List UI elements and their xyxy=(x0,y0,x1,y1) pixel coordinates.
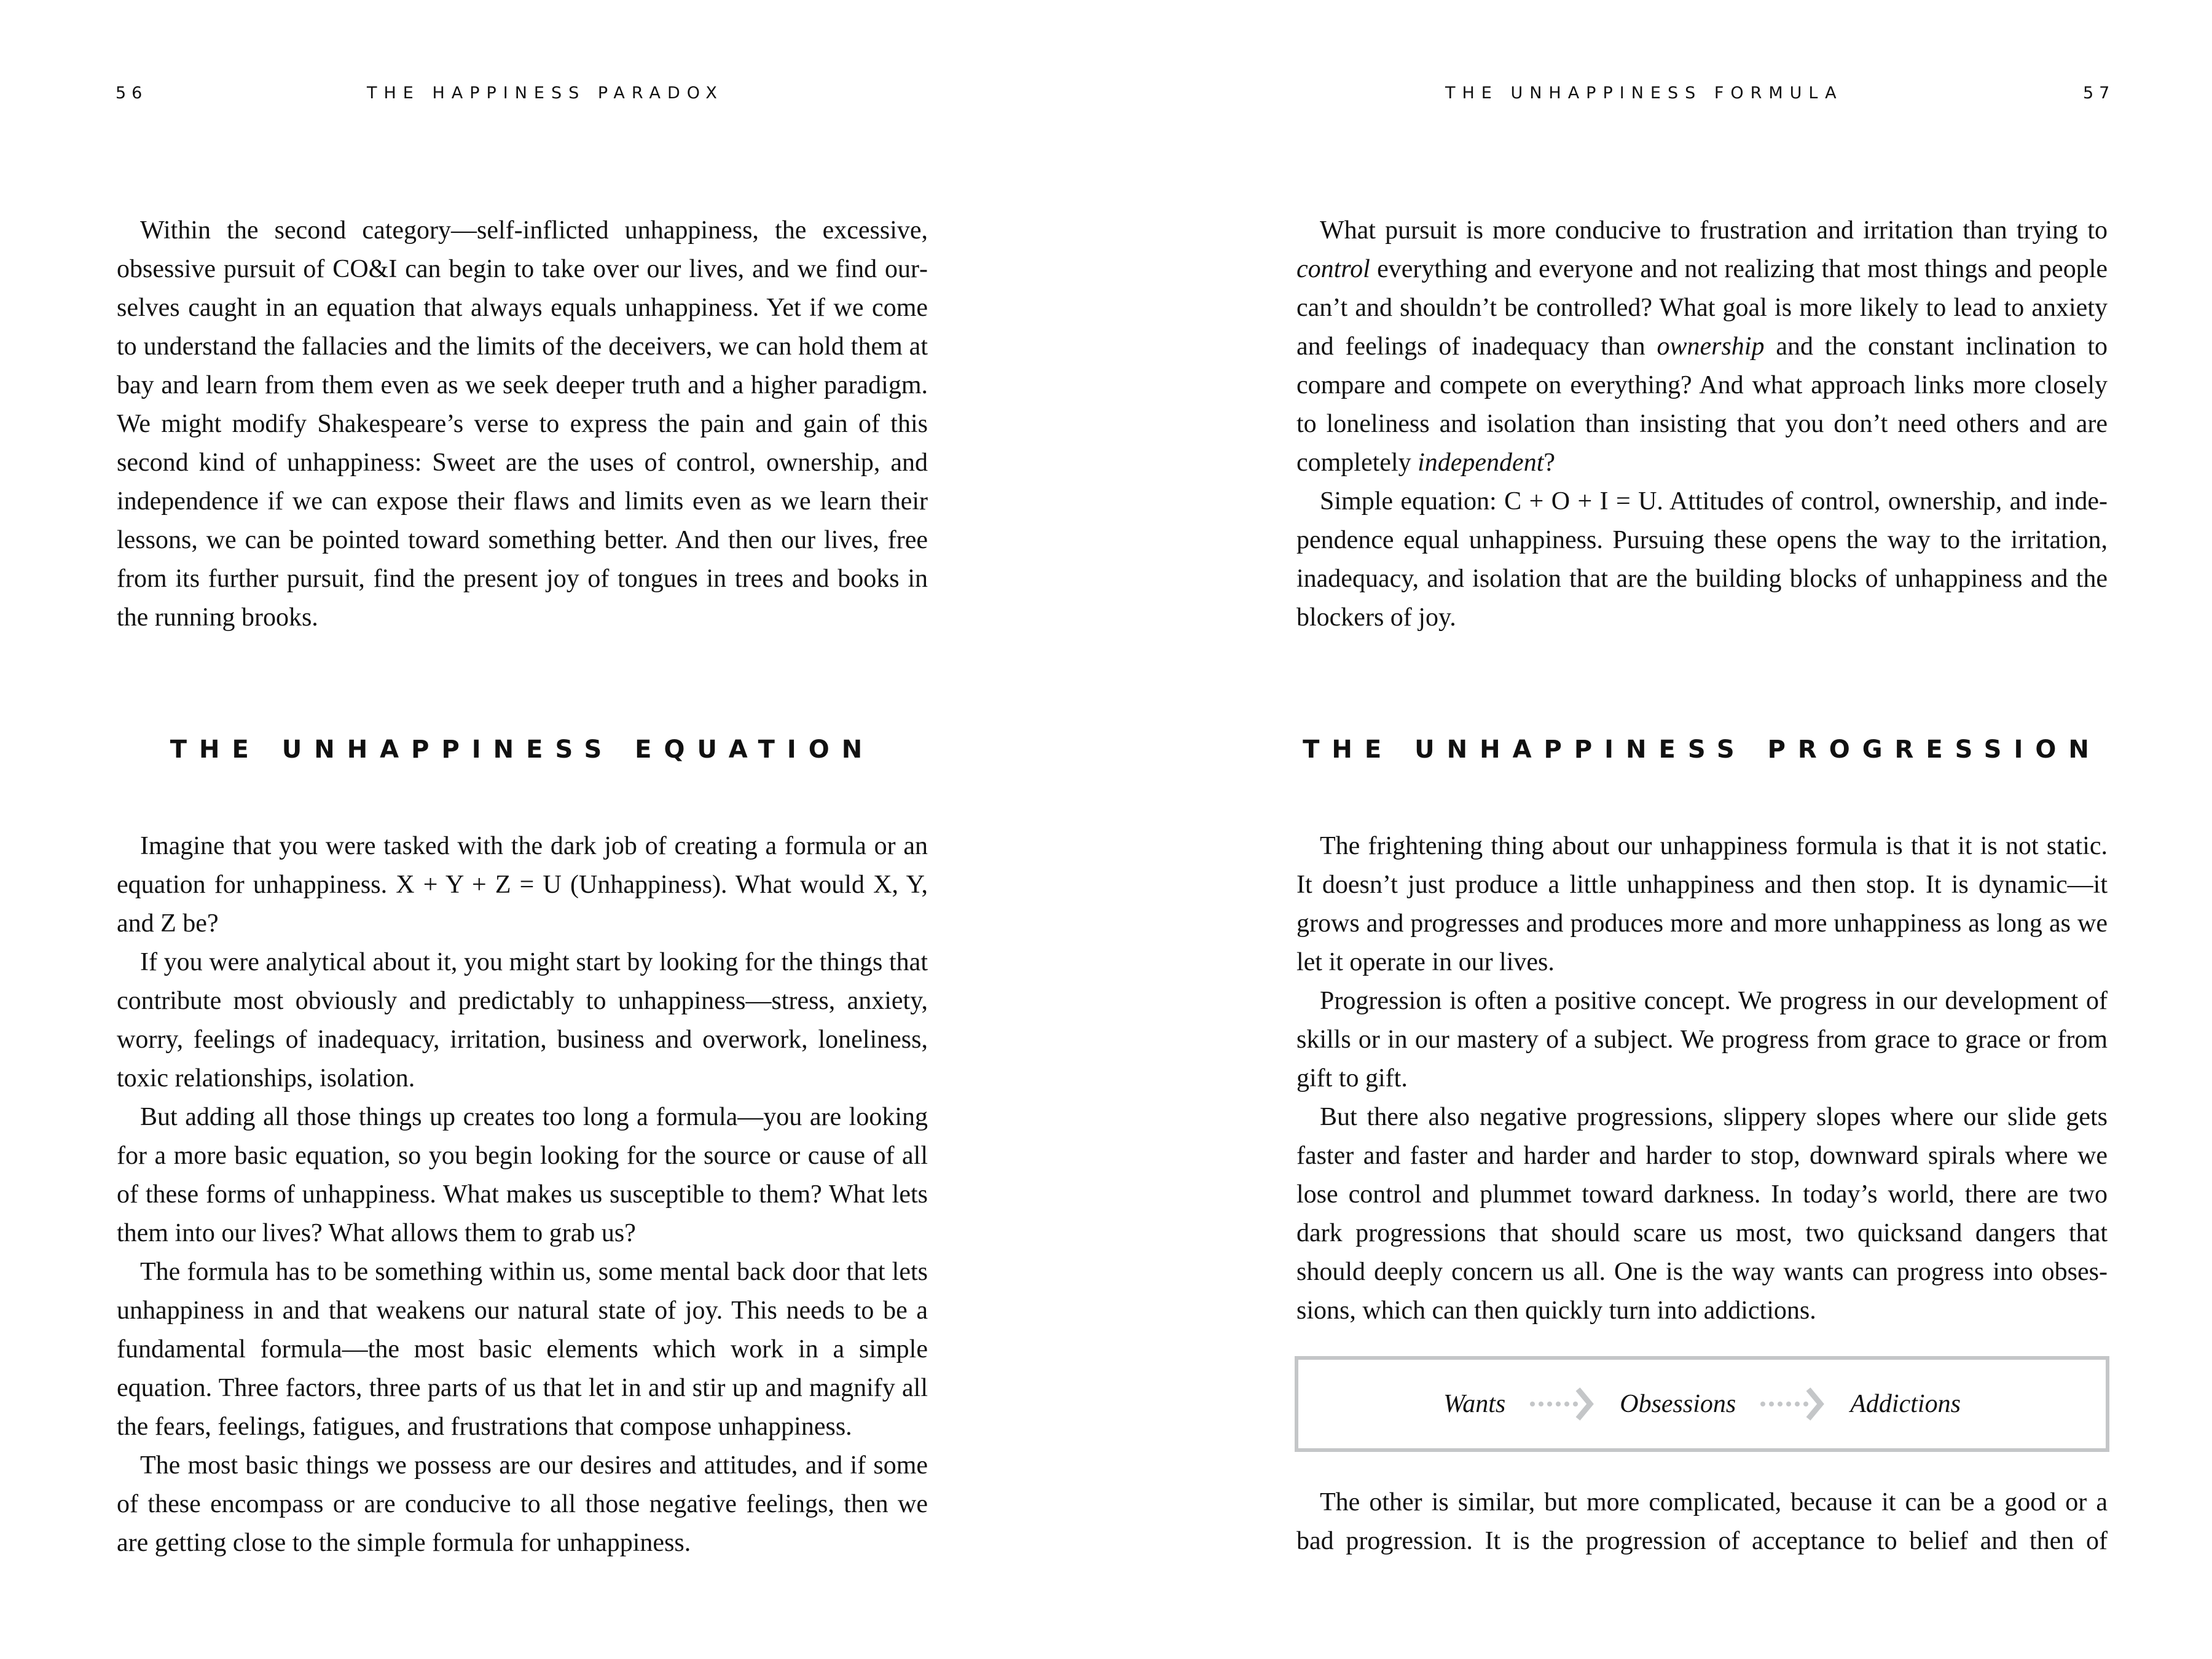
section-heading: THE UNHAPPINESS EQUATION xyxy=(170,735,875,764)
text-run: and the constant inclination to compare and compete on everything? And what approach links more closely to loneliness and isolation than insisting that you don’t need others and are completely xyxy=(1296,332,2108,477)
flow-term-wants: Wants xyxy=(1443,1390,1506,1418)
right-page xyxy=(1106,0,2212,1659)
emphasis-independent: independent xyxy=(1418,449,1544,477)
paragraph: The most basic things we possess are our desires and attitudes, and if some of these encompass or are conducive to all those negative feelings, then we are getting close to the simple formula for unhappiness. xyxy=(117,1451,928,1557)
paragraph: The frightening thing about our unhappiness formula is that it is not static. It doesn’t just produce a little unhappiness and then stop. It is dynamic—it grows and progresses and produces more and more unhappiness as long as we let it operate in our lives. xyxy=(1296,832,2108,976)
paragraph: The other is similar, but more complicated, because it can be a good or a bad progression. It is the progression of acceptance to belief and then of xyxy=(1296,1488,2108,1555)
emphasis-ownership: ownership xyxy=(1657,332,1765,361)
paragraph xyxy=(1296,482,2108,637)
paragraph: If you were analytical about it, you might start by looking for the things that contribute most obviously and predictably to unhappiness—stress, anxiety, worry, feelings of inadequacy, irritation, business and overwork, loneliness, toxic relationships, isolation. xyxy=(117,948,928,1092)
flow-term-addictions: Addictions xyxy=(1850,1390,1961,1418)
text-run: Simple equation: C + O + I = U. Attitudes of control, ownership, and independence equal unhappiness. Pursuing these opens the way to the irritation, inadequacy, and isolation that are the building blocks of unhappiness and the blockers of joy. xyxy=(1296,487,2108,632)
page-number: 56 xyxy=(116,84,148,103)
running-head: THE UNHAPPINESS FORMULA xyxy=(1445,84,1843,103)
intro-text xyxy=(117,211,928,637)
section-body xyxy=(117,827,928,1563)
running-head: THE HAPPINESS PARADOX xyxy=(367,84,724,103)
text-run: ? xyxy=(1543,449,1556,477)
dotted-chevron-arrow-icon xyxy=(1529,1386,1596,1422)
section-body xyxy=(1296,827,2108,1330)
dotted-chevron-arrow-icon xyxy=(1759,1386,1827,1422)
paragraph: The formula has to be something within us, some mental back door that lets unhappiness in and that weakens our natural state of joy. This needs to be a fundamental formula—the most basic elements which work in a simple equation. Three factors, three parts of us that let in and stir up and magnify all the fears, feelings, fatigues, and frustrations that compose unhappiness. xyxy=(117,1258,928,1441)
text-run: What pursuit is more conducive to frustration and irritation than trying to xyxy=(1320,216,2108,245)
section-heading: THE UNHAPPINESS PROGRESSION xyxy=(1303,735,2101,764)
emphasis-control: control xyxy=(1296,255,1370,283)
paragraph: Imagine that you were tasked with the dark job of creating a formula or an equation for unhappiness. X + Y + Z = U (Unhappiness). What would X, Y, and Z be? xyxy=(117,832,928,938)
paragraph: But there also negative progressions, slippery slopes where our slide gets faster and faster and harder and harder to stop, downward spirals where we lose control and plummet toward darkness. In today’s world, there are two dark progressions that should scare us most, two quicksand dangers that should deeply concern us all. One is the way wants can progress into obsessions, which can then quickly turn into addictions. xyxy=(1296,1103,2108,1325)
closing-text xyxy=(1296,1483,2108,1561)
paragraph: Within the second category—self-inflicted unhappiness, the excessive, obsessive pursuit of CO&I can begin to take over our lives, and we find ourselves caught in an equation that always equals unhappiness. Yet if we come to understand the fallacies and the limits of the deceivers, we can hold them at bay and learn from them even as we seek deeper truth and a higher paradigm. We might modify Shakespeare’s verse to express the pain and gain of this second kind of unhappiness: Sweet are the uses of control, ownership, and independence if we can expose their flaws and limits even as we learn their lessons, we can be pointed toward something better. And then our lives, free from its further pursuit, find the present joy of tongues in trees and books in the running brooks. xyxy=(117,216,928,632)
paragraph xyxy=(1296,211,2108,482)
intro-text xyxy=(1296,211,2108,637)
flow-term-obsessions: Obsessions xyxy=(1620,1390,1736,1418)
paragraph: Progression is often a positive concept. We progress in our development of skills or in our mastery of a subject. We progress from grace to grace or from gift to gift. xyxy=(1296,987,2108,1092)
progression-diagram xyxy=(1295,1356,2109,1452)
page-number: 57 xyxy=(2083,84,2116,103)
text-run: everything and everyone and not realizing that most things and people can’t and shouldn’t be controlled? What goal is more likely to lead to anxiety and feelings of inadequacy than xyxy=(1296,255,2108,361)
paragraph: But adding all those things up creates too long a formula—you are looking for a more basic equation, so you begin looking for the source or cause of all of these forms of unhappiness. What makes us susceptible to them? What lets them into our lives? What allows them to grab us? xyxy=(117,1103,928,1247)
